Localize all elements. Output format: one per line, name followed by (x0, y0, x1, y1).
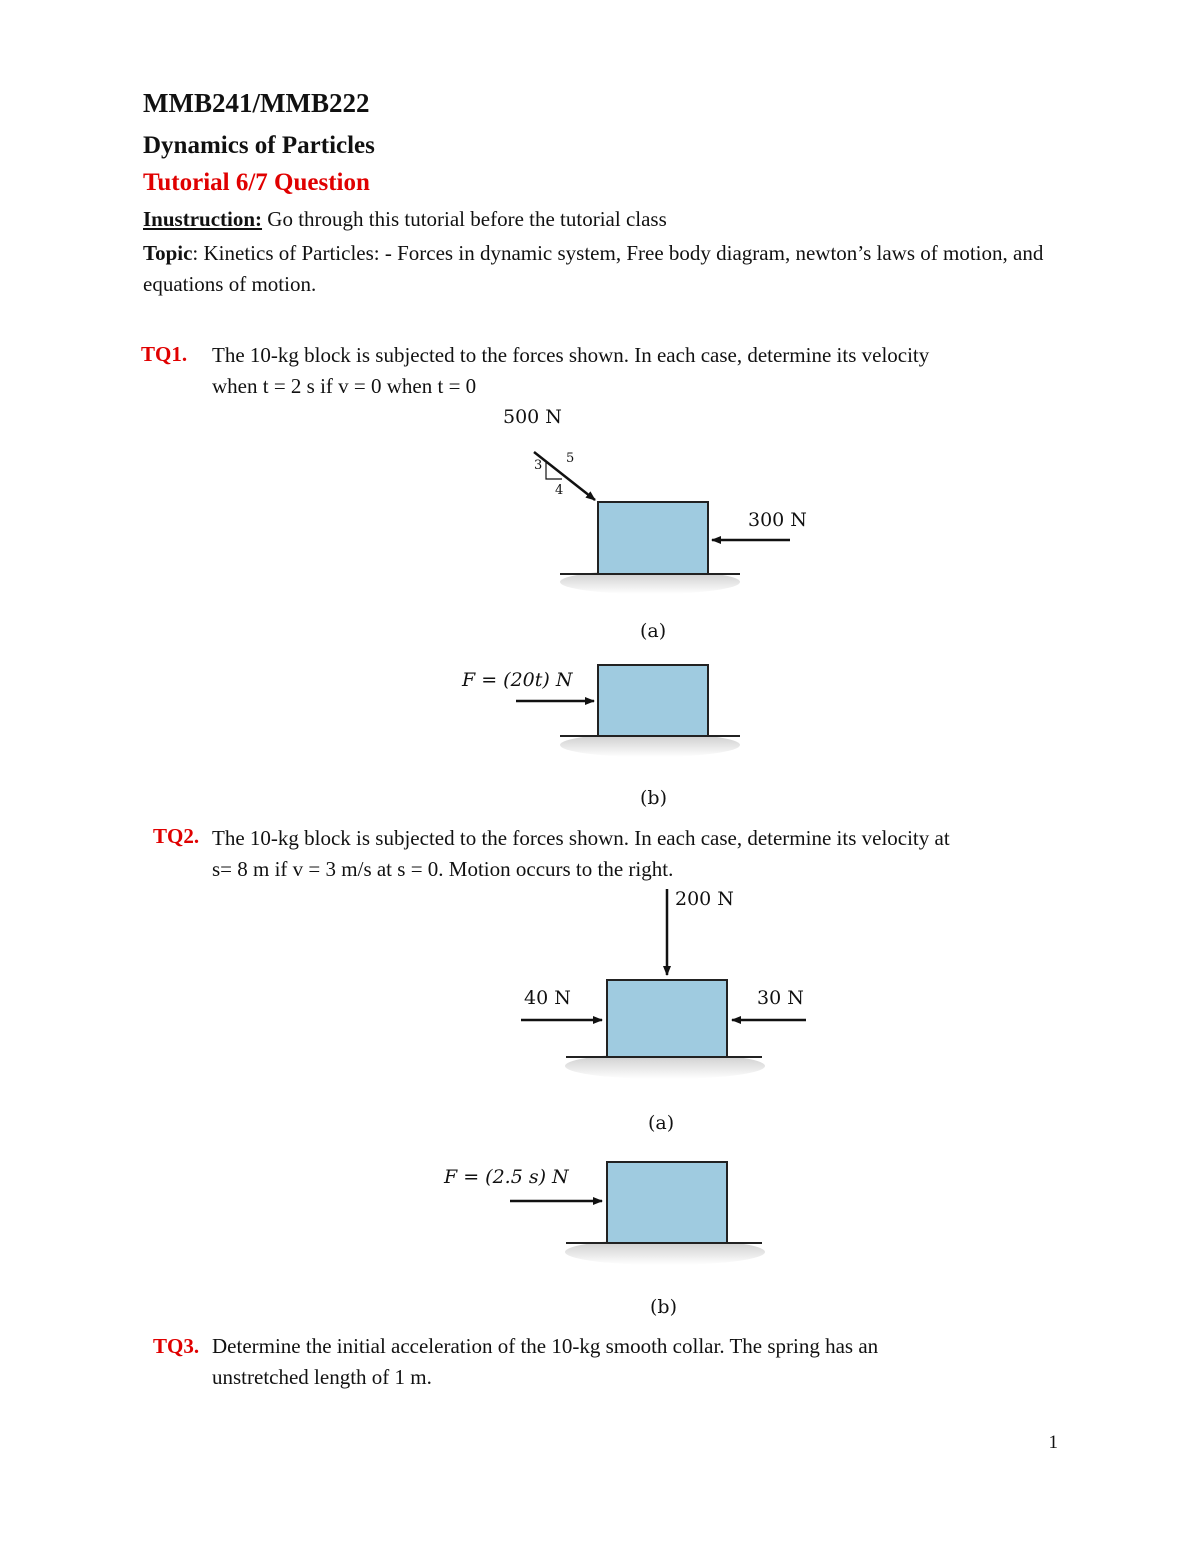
figure-caption-b: (b) (640, 787, 667, 809)
ratio-label-4: 4 (555, 483, 564, 498)
tq2-figure-a (521, 889, 806, 1079)
block (598, 665, 708, 736)
question-line: The 10-kg block is subjected to the forces shown. In each case, determine its velocity (212, 343, 930, 367)
instruction-label: Inustruction: (143, 207, 263, 231)
question-text-tq3 (212, 1331, 878, 1393)
force-label-f: F = (20t) N (462, 669, 573, 691)
block (607, 980, 727, 1057)
force-label-500n: 500 N (503, 406, 562, 428)
force-label-300n: 300 N (748, 509, 807, 531)
question-text-tq2 (212, 823, 950, 885)
force-label-f: F = (2.5 s) N (444, 1166, 569, 1188)
block (607, 1162, 727, 1243)
question-line: s= 8 m if v = 3 m/s at s = 0. Motion occurs to the right. (212, 857, 674, 881)
topic-label: Topic (143, 241, 193, 265)
question-label-tq1: TQ1. (141, 342, 188, 366)
tutorial-title: Tutorial 6/7 Question (143, 169, 370, 196)
question-line: The 10-kg block is subjected to the forces shown. In each case, determine its velocity at (212, 826, 950, 850)
ratio-label-3: 3 (534, 458, 543, 473)
figure-caption-b: (b) (650, 1296, 677, 1318)
force-label-200n: 200 N (675, 888, 734, 910)
question-line: unstretched length of 1 m. (212, 1365, 432, 1389)
instruction-text: Go through this tutorial before the tutorial class (262, 207, 667, 231)
force-arrow-500n (534, 452, 595, 500)
force-label-40n: 40 N (524, 987, 571, 1009)
page-number: 1 (1048, 1432, 1058, 1453)
ratio-label-5: 5 (566, 451, 575, 466)
figure-caption-a: (a) (640, 620, 667, 642)
subject-title: Dynamics of Particles (143, 132, 375, 159)
figure-caption-a: (a) (648, 1112, 675, 1134)
course-code: MMB241/MMB222 (143, 88, 370, 118)
question-line: Determine the initial acceleration of the 10-kg smooth collar. The spring has an (212, 1334, 879, 1358)
question-label-tq3: TQ3. (153, 1334, 200, 1358)
block (598, 502, 708, 574)
question-line: when t = 2 s if v = 0 when t = 0 (212, 374, 477, 398)
force-label-30n: 30 N (757, 987, 804, 1009)
topic-text: : Kinetics of Particles: - Forces in dynamic system, Free body diagram, newton’s laws of motion, and equations of motion. (143, 241, 1044, 296)
question-label-tq2: TQ2. (153, 824, 200, 848)
